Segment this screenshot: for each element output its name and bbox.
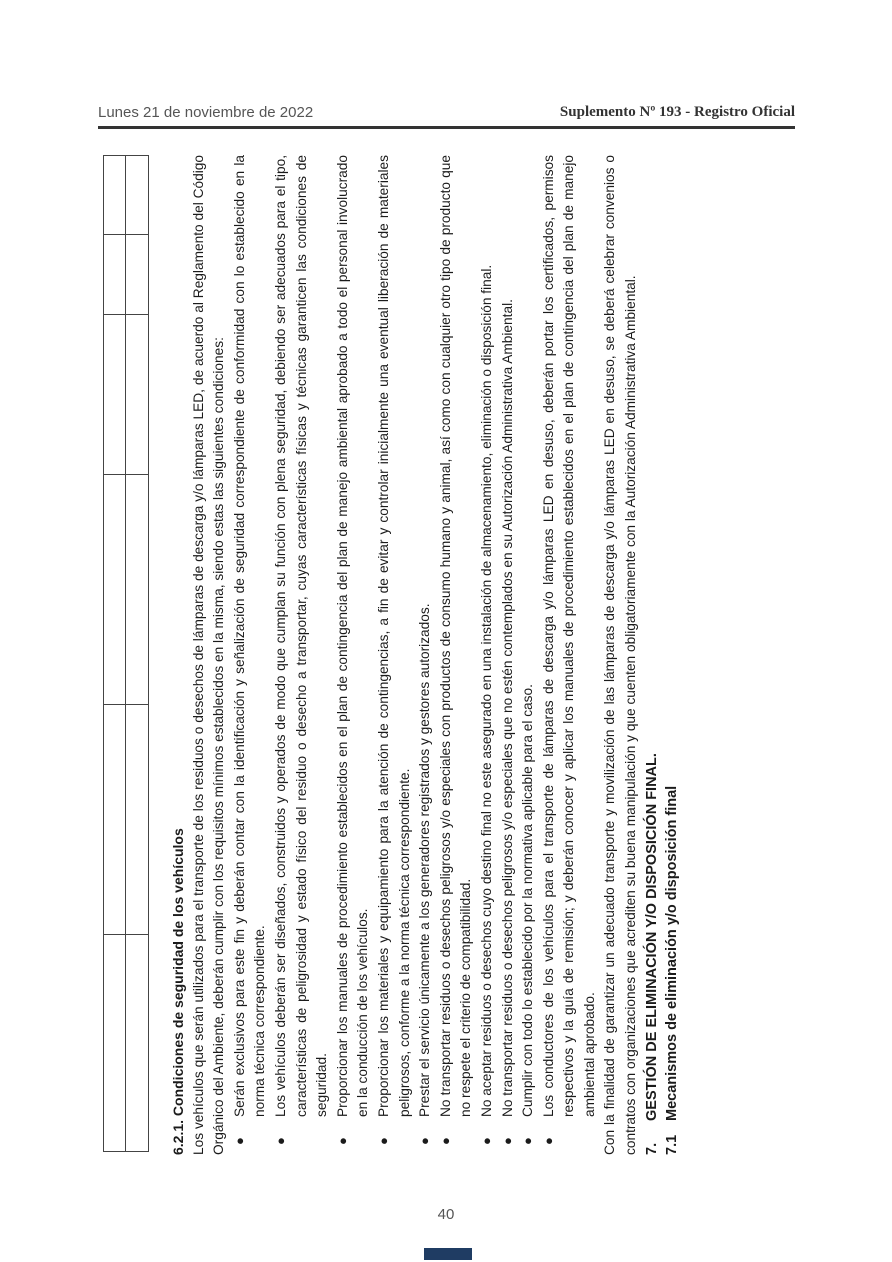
list-item: ● Cumplir con todo lo establecido por la normativa aplicable para el caso. [518, 155, 539, 1155]
bullet-icon: ● [437, 1137, 453, 1145]
table-row-line [104, 314, 148, 315]
conditions-list [230, 155, 601, 1155]
bullet-icon: ● [540, 1137, 556, 1145]
list-item: ● No transportar residuos o desechos peligrosos y/o especiales que no estén contemplados en su Autorización Administrativa Ambiental. [498, 155, 519, 1155]
section-intro: Los vehículos que serán utilizados para el transporte de los residuos o desechos de lámparas de descarga y/o lámparas LED, de acuerdo al Reglamento del Código Orgánico del Ambiente, deberán cumplir con los requisitos mínimos establecidos en la misma, siendo estas las siguientes condiciones: [190, 155, 227, 1155]
list-item: ● No transportar residuos o desechos peligrosos y/o especiales con productos de consumo humano y animal, así como con cualquier otro tipo de producto que no respete el criterio de compatibilidad. [437, 155, 474, 1145]
table-row-line [104, 474, 148, 475]
list-item: ● Los conductores de los vehículos para el transporte de lámparas de descarga y/o lámparas LED en desuso, deberán portar los certificados, permisos respectivos y la guía de remisión; y deberán conocer y aplicar los manuales de procedimiento establecidos en el plan de contingencia del plan de manejo ambiental aprobado. [540, 155, 597, 1145]
header-publication: Suplemento Nº 193 - Registro Oficial [559, 104, 795, 120]
section-closing: Con la finalidad de garantizar un adecuado transporte y movilización de las lámparas de descarga y/o lámparas LED en desuso, se deberá celebrar convenios o contratos con organizaciones que acrediten su buena manipulación y que cuenten obligatoriamente con la Autorización Administrativa Ambiental. [602, 155, 639, 1155]
bullet-icon: ● [375, 1137, 391, 1145]
header-rule [98, 126, 795, 129]
section-heading-7-1: 7.1Mecanismos de eliminación y/o disposición final [664, 785, 681, 1155]
section-heading-6-2-1: 6.2.1. Condiciones de seguridad de los vehículos [170, 828, 186, 1155]
list-item: ● Serán exclusivos para este fin y deberán contar con la identificación y señalización de seguridad correspondiente de conformidad con lo establecido en la norma técnica correspondiente. [231, 155, 268, 1145]
list-item: ● No aceptar residuos o desechos cuyo destino final no este asegurado en una instalación de almacenamiento, eliminación o disposición final. [477, 155, 498, 1155]
table-row-line [104, 704, 148, 705]
table-row-line [104, 934, 148, 935]
rotated-content [168, 155, 688, 1155]
bullet-icon: ● [272, 1137, 288, 1145]
list-item: ● Proporcionar los manuales de procedimiento establecidos en el plan de contingencia del plan de manejo ambiental aprobado a todo el personal involucrado en la conducción de los vehículos. [334, 155, 371, 1145]
bullet-icon: ● [520, 1137, 536, 1145]
bullet-icon: ● [417, 1137, 433, 1145]
bullet-icon: ● [499, 1137, 515, 1145]
list-item: ● Prestar el servicio únicamente a los generadores registrados y gestores autorizados. [415, 155, 436, 1155]
list-item: ● Proporcionar los materiales y equipamiento para la atención de contingencias, a fin de evitar y controlar inicialmente una eventual liberación de materiales peligrosos, conforme a la norma técnica correspondiente. [375, 155, 412, 1145]
bullet-icon: ● [334, 1137, 350, 1145]
page-number: 40 [437, 1206, 455, 1223]
header-date: Lunes 21 de noviembre de 2022 [98, 104, 314, 121]
page-header [98, 100, 795, 128]
section-heading-7: 7.GESTIÓN DE ELIMINACIÓN Y/O DISPOSICIÓN FINAL. [643, 753, 660, 1155]
list-item: ● Los vehículos deberán ser diseñados, construidos y operados de modo que cumplan su función con plena seguridad, debiendo ser adecuados para el tipo, características de peligrosidad y estado físico del residuo o desecho a transportar, cuyas características físicas y técnicas garanticen las condiciones de seguridad. [272, 155, 330, 1145]
bullet-icon: ● [231, 1137, 247, 1145]
footer-accent-bar [424, 1248, 472, 1260]
table-column-line [125, 156, 126, 1151]
bullet-icon: ● [478, 1137, 494, 1145]
table-row-line [104, 234, 148, 235]
rotated-table-fragment [103, 155, 149, 1152]
